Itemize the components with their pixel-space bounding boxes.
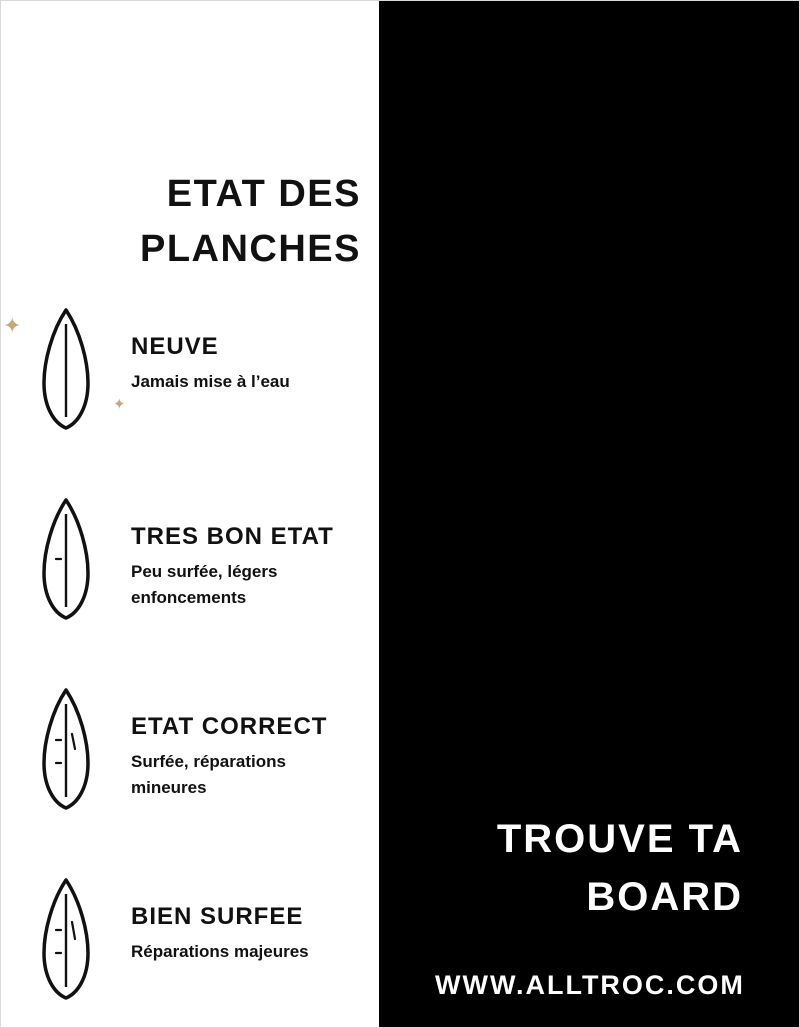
surfboard-icon	[36, 687, 96, 811]
brand-panel-content	[379, 810, 799, 1001]
surfboard-art	[1, 301, 131, 431]
surfboard-art	[1, 681, 131, 811]
surfboard-art	[1, 491, 131, 621]
brand-tagline: TROUVE TA BOARD	[496, 817, 743, 919]
list-item-description: Peu surfée, légers enfoncements	[131, 562, 278, 608]
list-item	[1, 301, 381, 491]
list-item-text	[131, 491, 381, 612]
list-item-text	[131, 301, 381, 395]
list-item-title: TRES BON ETAT	[131, 523, 334, 550]
list-item	[1, 491, 381, 681]
list-item-title: BIEN SURFEE	[131, 903, 304, 930]
list-item-title: ETAT CORRECT	[131, 713, 328, 740]
sparkle-icon: ✦	[113, 396, 126, 413]
list-item-description: Surfée, réparations mineures	[131, 752, 286, 798]
list-item-text	[131, 871, 381, 965]
list-item-text	[131, 681, 381, 802]
brand-website-url[interactable]: WWW.ALLTROC.COM	[435, 970, 745, 1000]
brand-panel	[379, 1, 799, 1028]
list-item-title: NEUVE	[131, 333, 219, 360]
list-item	[1, 871, 381, 1028]
list-item-description: Réparations majeures	[131, 942, 309, 961]
surfboard-icon	[36, 497, 96, 621]
sparkle-icon: ✦	[3, 313, 22, 338]
list-item	[1, 681, 381, 871]
left-content-panel	[1, 1, 381, 1028]
condition-list	[1, 301, 381, 1028]
surfboard-art	[1, 871, 131, 1001]
list-item-description: Jamais mise à l’eau	[131, 372, 290, 391]
page-title: ETAT DES PLANCHES	[139, 173, 361, 271]
surfboard-icon	[36, 877, 96, 1001]
surfboard-icon	[36, 307, 96, 431]
